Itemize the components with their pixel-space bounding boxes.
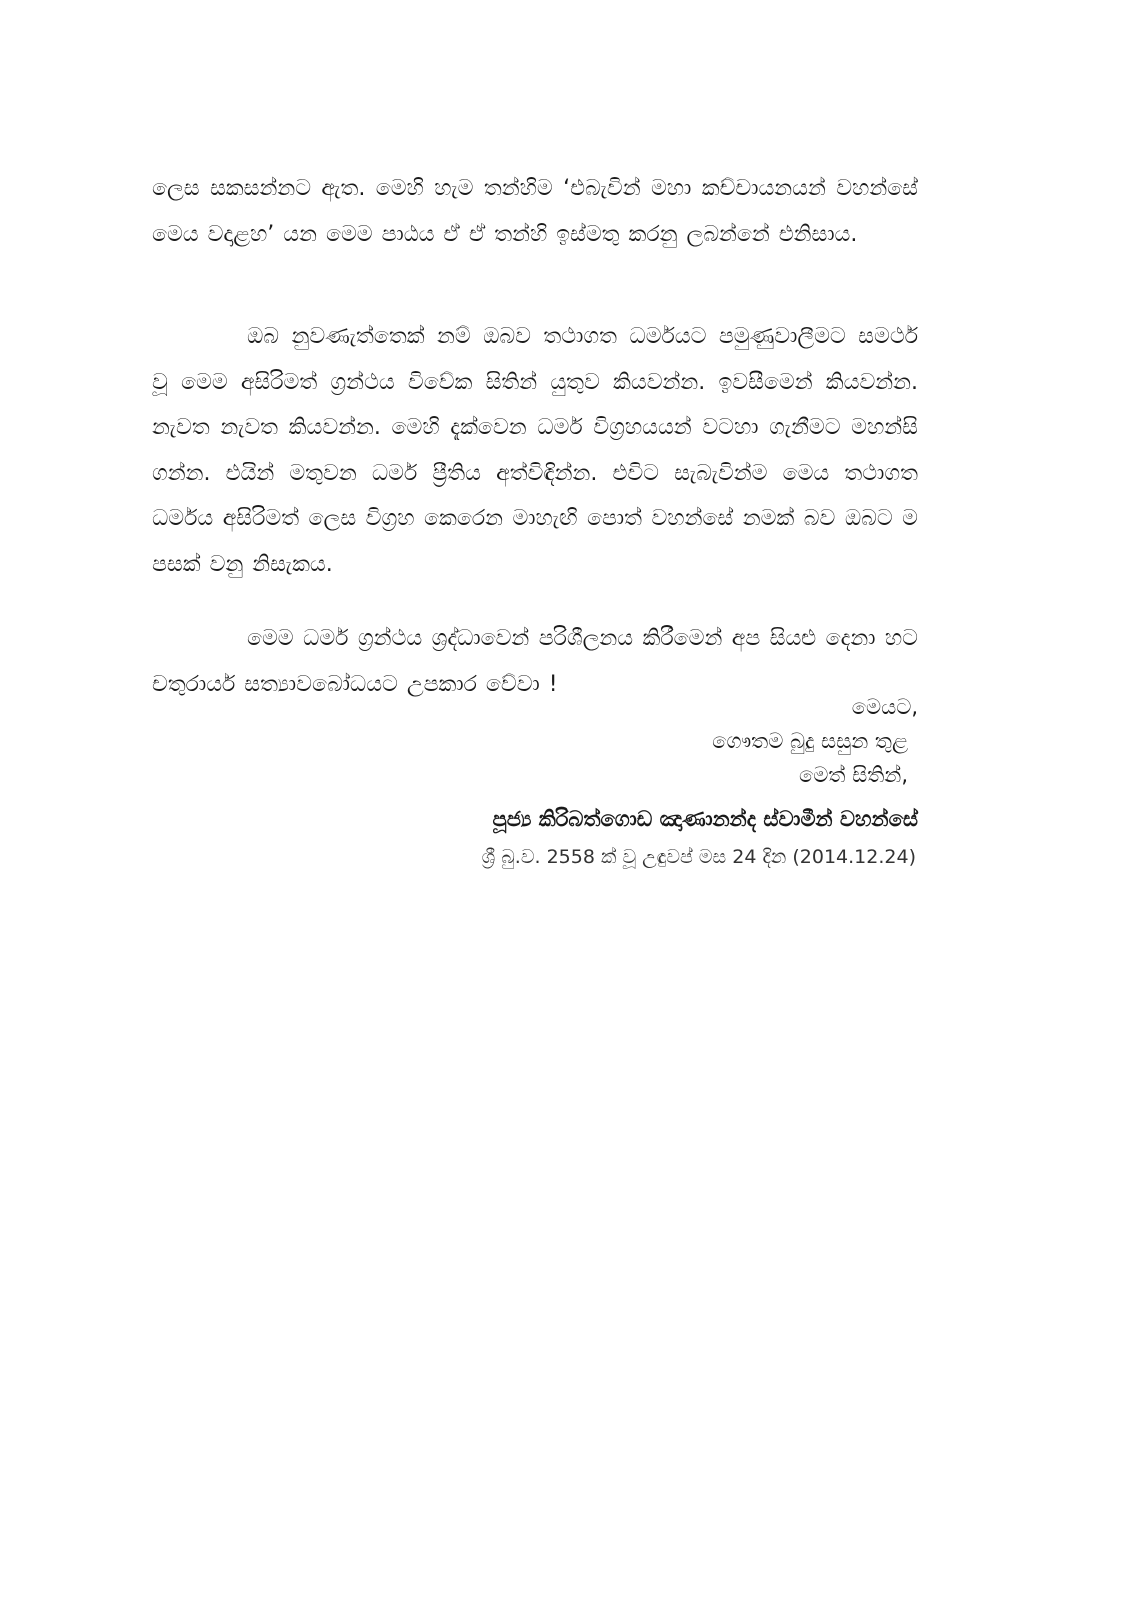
- signature-date: ශ්‍රී බු.ව. 2558 ක් වූ උඳුවප් මස 24 දින (2014.12.24): [481, 846, 916, 868]
- paragraph-blessing: මෙම ධර්ම ග්‍රන්ථය ශ්‍රද්ධාවෙන් පරිශීලනය කිරීමෙන් අප සියළු දෙනා හට චතුරාර්ය සත්‍යාවබෝධයට උපකාර වේවා !: [152, 626, 918, 697]
- signature-greeting: මෙයට,: [851, 695, 918, 719]
- signature-block: [482, 690, 918, 874]
- signature-line-metta: මෙත් සිතින්,: [798, 763, 908, 787]
- paragraph-advice: ඔබ නුවණැත්තෙක් නම් ඔබව තථාගත ධර්මයට පමුණුවාලීමට සමර්ථ වූ මෙම අසිරිමත් ග්‍රන්ථය විවේක සිතින් යුතුව කියවන්න. ඉවසීමෙන් කියවන්න. නැවත නැවත කියවන්න. මෙහි දැක්වෙන ධර්ම විග්‍රහයයන් වටහා ගැනීමට මහන්සි ගන්න. එයින් මතුවන ධර්ම ප්‍රීතිය අත්විඳින්න. එවිට සැබැවින්ම මෙය තථාගත ධර්මය අසිරිමත් ලෙස විග්‍රහ කෙරෙන මාහැඟි පොත් වහන්සේ නමක් බව ඔබට ම පසක් වනු නිසැකය.: [152, 324, 918, 577]
- paragraph-intro: ලෙස සකසන්නට ඇත. මෙහි හැම තන්හිම ‘එබැවින් මහා කච්චායනයන් වහන්සේ මෙය වදාළහ’ යන මෙම පාඨය ඒ ඒ තන්හි ඉස්මතු කරනු ලබන්නේ එනිසාය.: [152, 176, 918, 247]
- signature-author-name: පූජ්‍ය කිරිබත්ගොඩ ඤාණානන්ද ස්වාමීන් වහන්සේ: [492, 807, 918, 831]
- signature-line-sasana: ගෞතම බුදු සසුන තුළ: [712, 729, 908, 753]
